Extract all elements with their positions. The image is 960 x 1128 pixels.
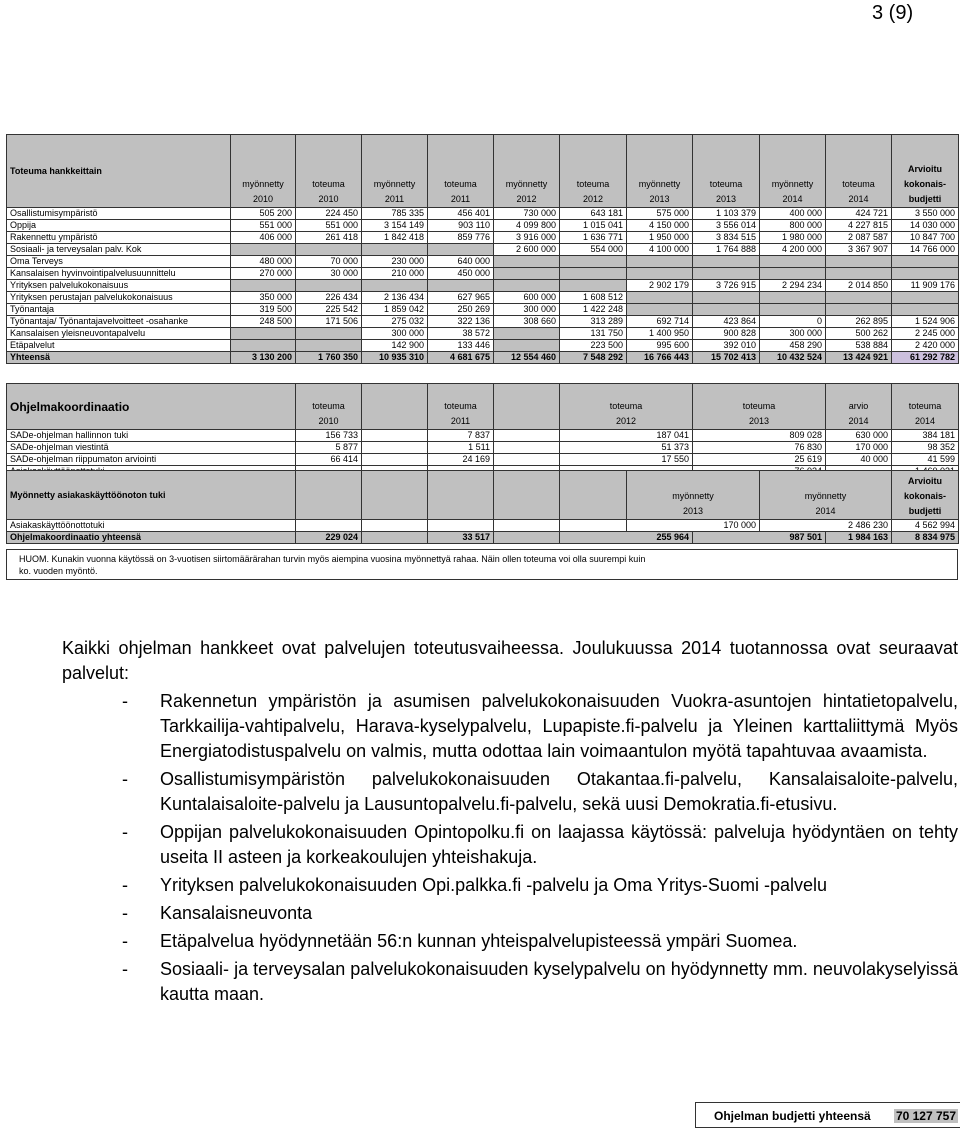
- cell: [693, 256, 760, 268]
- table-toteuma-hankkeittain: [6, 134, 959, 364]
- cell: 785 335: [362, 208, 428, 220]
- row-label: Osallistumisympäristö: [7, 208, 231, 220]
- cell: 1 950 000: [627, 232, 693, 244]
- cell: 1 842 418: [362, 232, 428, 244]
- cell: 809 028: [693, 430, 826, 442]
- list-item: [62, 901, 958, 926]
- bullet-dash: -: [122, 875, 128, 895]
- cell: 4 681 675: [428, 352, 494, 364]
- cell: 600 000: [494, 292, 560, 304]
- cell: 270 000: [231, 268, 296, 280]
- service-list: [62, 689, 958, 1007]
- cell: 1 636 771: [560, 232, 627, 244]
- cell: 480 000: [231, 256, 296, 268]
- cell: 1 608 512: [560, 292, 627, 304]
- table-row: [7, 232, 959, 244]
- cell: 3 130 200: [231, 352, 296, 364]
- cell: 300 000: [494, 304, 560, 316]
- cell: 456 401: [428, 208, 494, 220]
- row-label: SADe-ohjelman viestintä: [7, 442, 296, 454]
- list-item-text: Osallistumisympäristön palvelukokonaisuuden Otakantaa.fi-palvelu, Kansalaisaloite-palvelu, Kuntalaisaloite-palvelu ja Lausuntopalvelu.fi-palvelu, sekä uusi Demokratia.fi-etusivu.: [160, 769, 958, 814]
- cell: 226 434: [296, 292, 362, 304]
- bullet-dash: -: [122, 822, 128, 842]
- cell: 156 733: [296, 430, 362, 442]
- cell: [826, 292, 892, 304]
- column-header-budget: Arvioitu kokonais- budjetti: [892, 135, 959, 208]
- cell: 458 290: [760, 340, 826, 352]
- cell: 4 099 800: [494, 220, 560, 232]
- cell: [231, 340, 296, 352]
- column-header: toteuma 2012: [560, 135, 627, 208]
- table-row: [7, 220, 959, 232]
- cell: 41 599: [892, 454, 959, 466]
- cell: 250 269: [428, 304, 494, 316]
- cell: 313 289: [560, 316, 627, 328]
- cell: [826, 304, 892, 316]
- cell: 33 517: [428, 532, 494, 544]
- cell: 1 980 000: [760, 232, 826, 244]
- cell: 4 150 000: [627, 220, 693, 232]
- cell: 11 909 176: [892, 280, 959, 292]
- cell: 1 764 888: [693, 244, 760, 256]
- bullet-dash: -: [122, 959, 128, 979]
- cell: 450 000: [428, 268, 494, 280]
- cell: [892, 256, 959, 268]
- note-text: HUOM. Kunakin vuonna käytössä on 3-vuotisen siirtomäärärahan turvin myös aiempina vuosina myönnettyä rahaa. Näin ollen toteuma voi olla suurempi kuin ko. vuoden myöntö.: [19, 554, 646, 576]
- row-label: Asiakaskäyttöönottotuki: [7, 520, 296, 532]
- cell: 554 000: [560, 244, 627, 256]
- cell: 3 550 000: [892, 208, 959, 220]
- cell: [362, 280, 428, 292]
- cell: 30 000: [296, 268, 362, 280]
- cell: 322 136: [428, 316, 494, 328]
- cell: 551 000: [231, 220, 296, 232]
- cell: 40 000: [826, 454, 892, 466]
- cell: [760, 292, 826, 304]
- cell: 142 900: [362, 340, 428, 352]
- cell: 223 500: [560, 340, 627, 352]
- cell: 230 000: [362, 256, 428, 268]
- cell: 987 501: [693, 532, 826, 544]
- cell: 424 721: [826, 208, 892, 220]
- cell: [627, 292, 693, 304]
- cell: 643 181: [560, 208, 627, 220]
- cell: 640 000: [428, 256, 494, 268]
- cell: 8 834 975: [892, 532, 959, 544]
- cell: 630 000: [826, 430, 892, 442]
- cell: 2 420 000: [892, 340, 959, 352]
- cell: 538 884: [826, 340, 892, 352]
- cell: 0: [760, 316, 826, 328]
- bullet-dash: -: [122, 903, 128, 923]
- cell: [494, 256, 560, 268]
- cell: [494, 328, 560, 340]
- cell: [892, 304, 959, 316]
- cell: 3 834 515: [693, 232, 760, 244]
- cell: [231, 280, 296, 292]
- cell: 859 776: [428, 232, 494, 244]
- cell: [560, 280, 627, 292]
- cell: 248 500: [231, 316, 296, 328]
- list-item-text: Rakennetun ympäristön ja asumisen palvelukokonaisuuden Vuokra-asuntojen hintatietopalvelu, Tarkkailija-vahtipalvelu, Harava-kyselypalvelu, Lupapiste.fi-palvelu ja Yleinen karttaliittymä Myös Energiatodistuspalvelu on valmis, mutta odottaa lain voimaantulon myötä tapahtuvaa avaamista.: [160, 691, 958, 761]
- cell: 98 352: [892, 442, 959, 454]
- cell: 5 877: [296, 442, 362, 454]
- cell: 187 041: [560, 430, 693, 442]
- cell: [760, 256, 826, 268]
- row-label: Oppija: [7, 220, 231, 232]
- table-row: [7, 304, 959, 316]
- cell: 1 015 041: [560, 220, 627, 232]
- row-label: Työnantaja: [7, 304, 231, 316]
- cell: 3 916 000: [494, 232, 560, 244]
- cell: 4 100 000: [627, 244, 693, 256]
- cell: 1 511: [428, 442, 494, 454]
- cell: 2 245 000: [892, 328, 959, 340]
- cell: [892, 292, 959, 304]
- cell: 170 000: [627, 520, 760, 532]
- cell: 384 181: [892, 430, 959, 442]
- cell: 903 110: [428, 220, 494, 232]
- cell: 16 766 443: [627, 352, 693, 364]
- cell: 1 422 248: [560, 304, 627, 316]
- row-label: Työnantaja/ Työnantajavelvoitteet -osahanke: [7, 316, 231, 328]
- list-item: [62, 767, 958, 817]
- cell: 51 373: [560, 442, 693, 454]
- cell: 12 554 460: [494, 352, 560, 364]
- cell: 1 760 350: [296, 352, 362, 364]
- program-budget-value: 70 127 757: [895, 1109, 956, 1123]
- cell: [627, 256, 693, 268]
- cell: [560, 268, 627, 280]
- intro-paragraph: Kaikki ohjelman hankkeet ovat palvelujen toteutusvaiheessa. Joulukuussa 2014 tuotannossa ovat seuraavat palvelut:: [62, 638, 958, 683]
- cell: 61 292 782: [892, 352, 959, 364]
- cell: 10 847 700: [892, 232, 959, 244]
- table-row: [7, 328, 959, 340]
- cell: [231, 328, 296, 340]
- cell: [760, 304, 826, 316]
- column-header-myonnetty-2013: myönnetty 2013: [627, 471, 760, 520]
- cell: 551 000: [296, 220, 362, 232]
- cell: 400 000: [760, 208, 826, 220]
- row-label: Yrityksen perustajan palvelukokonaisuus: [7, 292, 231, 304]
- cell: 275 032: [362, 316, 428, 328]
- cell: 692 714: [627, 316, 693, 328]
- table-row: [7, 454, 959, 466]
- cell: 2 600 000: [494, 244, 560, 256]
- cell: [296, 328, 362, 340]
- cell: [296, 244, 362, 256]
- table-row: [7, 292, 959, 304]
- cell: 15 702 413: [693, 352, 760, 364]
- cell: [494, 268, 560, 280]
- cell: 3 367 907: [826, 244, 892, 256]
- cell: [560, 256, 627, 268]
- table-row: [7, 442, 959, 454]
- cell: 800 000: [760, 220, 826, 232]
- cell: 171 506: [296, 316, 362, 328]
- row-label: SADe-ohjelman riippumaton arviointi: [7, 454, 296, 466]
- cell: 730 000: [494, 208, 560, 220]
- cell: 2 294 234: [760, 280, 826, 292]
- table-row: [7, 340, 959, 352]
- column-header: toteuma 2012: [560, 384, 693, 430]
- cell: [693, 304, 760, 316]
- cell: [627, 268, 693, 280]
- cell: 4 562 994: [892, 520, 959, 532]
- row-label: Sosiaali- ja terveysalan palv. Kok: [7, 244, 231, 256]
- list-item-text: Yrityksen palvelukokonaisuuden Opi.palkka.fi -palvelu ja Oma Yritys-Suomi -palvelu: [160, 875, 827, 895]
- column-header: myönnetty 2012: [494, 135, 560, 208]
- cell: 406 000: [231, 232, 296, 244]
- row-label: Kansalaisen yleisneuvontapalvelu: [7, 328, 231, 340]
- cell: 255 964: [560, 532, 693, 544]
- table-row: [7, 208, 959, 220]
- cell: 76 830: [693, 442, 826, 454]
- cell: 3 556 014: [693, 220, 760, 232]
- cell: 300 000: [760, 328, 826, 340]
- list-item: [62, 820, 958, 870]
- cell: [693, 268, 760, 280]
- column-header: toteuma 2014: [826, 135, 892, 208]
- row-label: Etäpalvelut: [7, 340, 231, 352]
- column-header: toteuma 2011: [428, 135, 494, 208]
- row-label: Yhteensä: [7, 352, 231, 364]
- cell: 2 902 179: [627, 280, 693, 292]
- list-item: [62, 929, 958, 954]
- cell: [296, 280, 362, 292]
- list-item: [62, 873, 958, 898]
- cell: 10 935 310: [362, 352, 428, 364]
- cell: 1 984 163: [826, 532, 892, 544]
- program-budget-label: Ohjelman budjetti yhteensä: [714, 1109, 871, 1123]
- total-row: [7, 352, 959, 364]
- cell: 350 000: [231, 292, 296, 304]
- row-label: SADe-ohjelman hallinnon tuki: [7, 430, 296, 442]
- table-title: Myönnetty asiakaskäyttöönoton tuki: [7, 471, 296, 520]
- program-budget-box: [695, 1102, 960, 1128]
- cell: 995 600: [627, 340, 693, 352]
- cell: 225 542: [296, 304, 362, 316]
- list-item: [62, 689, 958, 764]
- bullet-dash: -: [122, 691, 128, 711]
- cell: 229 024: [296, 532, 362, 544]
- table-row: [7, 280, 959, 292]
- table-row: [7, 244, 959, 256]
- cell: 3 726 915: [693, 280, 760, 292]
- cell: 1 859 042: [362, 304, 428, 316]
- cell: [494, 280, 560, 292]
- cell: 505 200: [231, 208, 296, 220]
- cell: 4 200 000: [760, 244, 826, 256]
- cell: 210 000: [362, 268, 428, 280]
- bullet-dash: -: [122, 769, 128, 789]
- cell: 224 450: [296, 208, 362, 220]
- cell: 38 572: [428, 328, 494, 340]
- row-label: Oma Terveys: [7, 256, 231, 268]
- cell: [826, 256, 892, 268]
- cell: 10 432 524: [760, 352, 826, 364]
- row-label: Yrityksen palvelukokonaisuus: [7, 280, 231, 292]
- cell: 2 136 434: [362, 292, 428, 304]
- cell: [826, 268, 892, 280]
- row-label: Rakennettu ympäristö: [7, 232, 231, 244]
- cell: 170 000: [826, 442, 892, 454]
- table-row: [7, 316, 959, 328]
- bullet-dash: -: [122, 931, 128, 951]
- table-row: [7, 268, 959, 280]
- cell: 392 010: [693, 340, 760, 352]
- cell: 14 030 000: [892, 220, 959, 232]
- total-row: [7, 532, 959, 544]
- cell: 25 619: [693, 454, 826, 466]
- list-item-text: Etäpalvelua hyödynnetään 56:n kunnan yhteispalvelupisteessä ympäri Suomea.: [160, 931, 798, 951]
- cell: 900 828: [693, 328, 760, 340]
- cell: 2 014 850: [826, 280, 892, 292]
- cell: 319 500: [231, 304, 296, 316]
- cell: 2 486 230: [760, 520, 892, 532]
- list-item: [62, 957, 958, 1007]
- cell: 70 000: [296, 256, 362, 268]
- column-header: toteuma 2011: [428, 384, 494, 430]
- column-header: myönnetty 2011: [362, 135, 428, 208]
- table-row: [7, 430, 959, 442]
- cell: 7 548 292: [560, 352, 627, 364]
- list-item-text: Oppijan palvelukokonaisuuden Opintopolku.fi on laajassa käytössä: palveluja hyödyntäen on tehty useita II asteen ja korkeakoulujen yhteishakuja.: [160, 822, 958, 867]
- row-label: Kansalaisen hyvinvointipalvelusuunnittelu: [7, 268, 231, 280]
- cell: 2 087 587: [826, 232, 892, 244]
- cell: [428, 280, 494, 292]
- cell: 66 414: [296, 454, 362, 466]
- cell: 1 524 906: [892, 316, 959, 328]
- cell: [627, 304, 693, 316]
- cell: 300 000: [362, 328, 428, 340]
- cell: 3 154 149: [362, 220, 428, 232]
- cell: 17 550: [560, 454, 693, 466]
- cell: 261 418: [296, 232, 362, 244]
- cell: 500 262: [826, 328, 892, 340]
- cell: 24 169: [428, 454, 494, 466]
- table-row: [7, 520, 959, 532]
- cell: 131 750: [560, 328, 627, 340]
- cell: 262 895: [826, 316, 892, 328]
- cell: 575 000: [627, 208, 693, 220]
- column-header: myönnetty 2014: [760, 135, 826, 208]
- column-header: toteuma 2010: [296, 135, 362, 208]
- cell: [296, 340, 362, 352]
- cell: [428, 244, 494, 256]
- cell: 4 227 815: [826, 220, 892, 232]
- table-ohjelmakoordinaatio: [6, 383, 959, 478]
- cell: [760, 268, 826, 280]
- cell: 308 660: [494, 316, 560, 328]
- cell: 1 103 379: [693, 208, 760, 220]
- column-header-budget: Arvioitu kokonais- budjetti: [892, 471, 959, 520]
- cell: 133 446: [428, 340, 494, 352]
- column-header: toteuma 2013: [693, 384, 826, 430]
- list-item-text: Kansalaisneuvonta: [160, 903, 313, 923]
- cell: 627 965: [428, 292, 494, 304]
- table-myonnetty-tuki: [6, 470, 959, 544]
- table-title: Ohjelmakoordinaatio: [7, 384, 296, 430]
- cell: 13 424 921: [826, 352, 892, 364]
- table-title: Toteuma hankkeittain: [7, 135, 231, 208]
- cell: 423 864: [693, 316, 760, 328]
- row-label: Ohjelmakoordinaatio yhteensä: [7, 532, 296, 544]
- cell: [231, 244, 296, 256]
- column-header-myonnetty-2014: myönnetty 2014: [760, 471, 892, 520]
- cell: [362, 244, 428, 256]
- cell: 14 766 000: [892, 244, 959, 256]
- cell: [892, 268, 959, 280]
- column-header: myönnetty 2010: [231, 135, 296, 208]
- column-header: toteuma 2010: [296, 384, 362, 430]
- column-header: myönnetty 2013: [627, 135, 693, 208]
- column-header: toteuma 2014: [892, 384, 959, 430]
- cell: 7 837: [428, 430, 494, 442]
- column-header: arvio 2014: [826, 384, 892, 430]
- page-number: 3 (9): [872, 2, 914, 24]
- list-item-text: Sosiaali- ja terveysalan palvelukokonaisuuden kyselypalvelu on hyödynnetty mm. neuvolakyselyissä kautta maan.: [160, 959, 958, 1004]
- body-text: [62, 636, 958, 1007]
- cell: [693, 292, 760, 304]
- cell: [494, 340, 560, 352]
- cell: 1 400 950: [627, 328, 693, 340]
- column-header: toteuma 2013: [693, 135, 760, 208]
- table-row: [7, 256, 959, 268]
